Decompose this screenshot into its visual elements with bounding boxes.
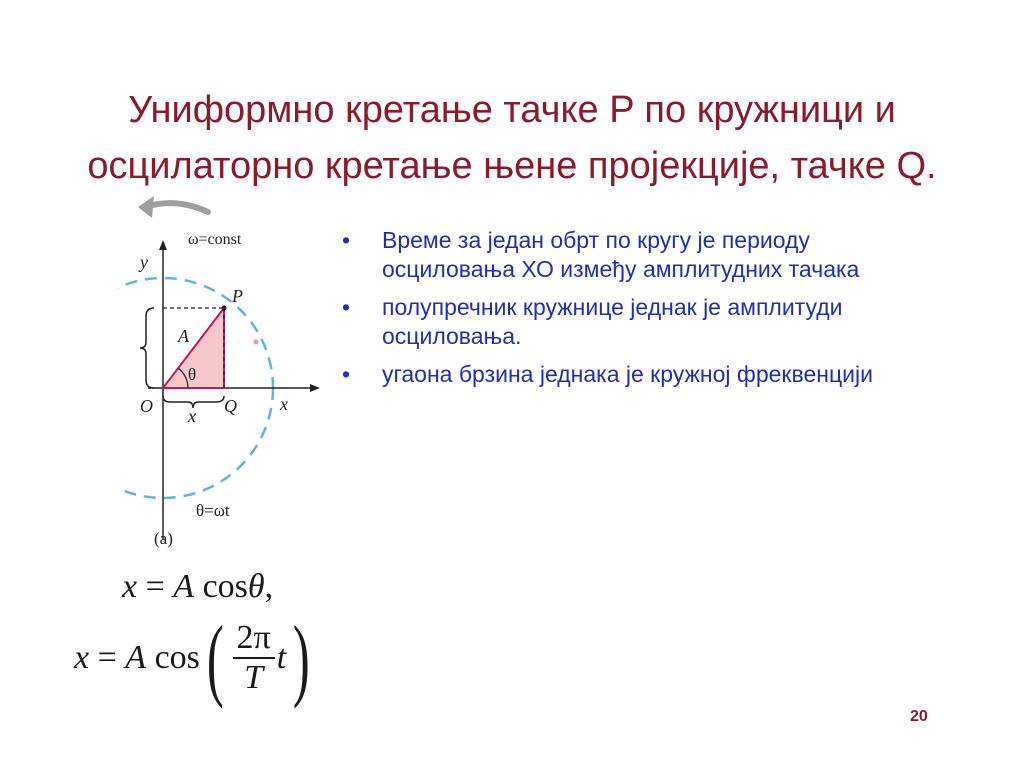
page-number: 20 bbox=[910, 708, 928, 725]
bullet-marker: • bbox=[342, 227, 351, 253]
title-line-1: Униформно кретање тачке P по кружници и bbox=[128, 89, 896, 131]
theta-label: θ bbox=[188, 365, 197, 384]
f2-right-paren: ) bbox=[293, 607, 310, 709]
bullet-item bbox=[340, 293, 940, 351]
f1-eq: = bbox=[145, 568, 165, 605]
title-line-2: осцилаторно кретање њене пројекције, тачке Q. bbox=[87, 145, 937, 187]
omega-const-label: ω=const bbox=[188, 231, 242, 248]
x-axis-label: x bbox=[280, 394, 288, 414]
bullet-text: полупречник кружнице једнак је амплитуди осциловања. bbox=[382, 294, 843, 349]
slide-title bbox=[60, 82, 964, 194]
x-brace-label: x bbox=[188, 406, 196, 426]
bullet-text: угаона брзина једнака је кружној фреквенцији bbox=[382, 361, 873, 387]
figure-caption: (a) bbox=[154, 529, 173, 548]
f1-cos: cos bbox=[202, 568, 248, 605]
f1-comma: , bbox=[264, 568, 274, 605]
bullet-marker: • bbox=[342, 361, 351, 387]
origin-o-label: O bbox=[140, 396, 153, 416]
vertical-brace bbox=[140, 308, 154, 388]
bullet-marker: • bbox=[342, 294, 351, 320]
f2-eq: = bbox=[97, 639, 117, 676]
formula-x-equals-a-cos-2pi-t bbox=[74, 607, 317, 709]
bullet-list bbox=[340, 226, 940, 398]
f2-x: x bbox=[74, 639, 90, 676]
f2-numerator: 2π bbox=[236, 619, 271, 656]
f2-t: t bbox=[276, 639, 287, 676]
f2-denominator: T bbox=[244, 659, 264, 696]
f2-cos: cos bbox=[154, 639, 200, 676]
x-axis-arrow-icon bbox=[310, 384, 320, 392]
f1-theta: θ bbox=[247, 568, 265, 605]
f2-left-paren: ( bbox=[206, 607, 224, 709]
circle-marker-dot bbox=[254, 340, 259, 345]
f1-x: x bbox=[122, 568, 138, 605]
bullet-item bbox=[340, 360, 940, 389]
circle-projection-figure bbox=[118, 190, 338, 560]
f2-a: A bbox=[125, 639, 147, 676]
bullet-text: Време за један обрт по кругу је периоду осциловања ХО између амплитудних тачака bbox=[382, 227, 860, 282]
formula-x-equals-a-cos-theta bbox=[122, 568, 273, 606]
amplitude-a-label: A bbox=[178, 326, 189, 346]
theta-omega-t-label: θ=ωt bbox=[196, 501, 230, 520]
y-axis-arrow-icon bbox=[159, 240, 167, 250]
point-p-label: P bbox=[232, 286, 243, 306]
rotation-arrow-icon bbox=[148, 203, 208, 212]
rotation-arrowhead-icon bbox=[138, 196, 154, 218]
f2-fraction bbox=[233, 619, 275, 697]
f1-a: A bbox=[173, 568, 195, 605]
point-q-label: Q bbox=[224, 396, 237, 416]
bullet-item bbox=[340, 226, 940, 284]
y-axis-label: y bbox=[140, 252, 148, 272]
point-p-dot bbox=[222, 306, 227, 311]
